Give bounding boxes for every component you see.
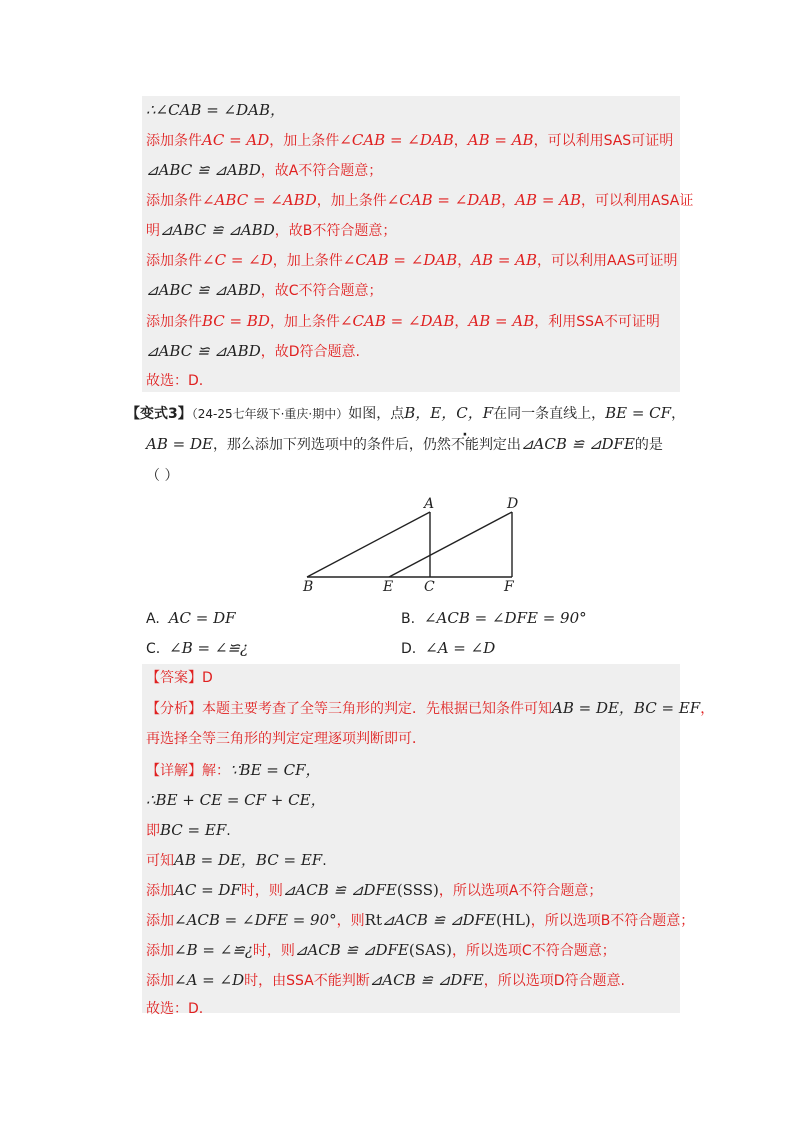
sol1-line-2: 添加条件AC = AD，加上条件∠CAB = ∠DAB，AB = AB，可以利用SAS可证明 [146,131,674,149]
line-ed [389,512,512,577]
sol1-line-9: ⊿ABC ≌ ⊿ABD，故D符合题意. [146,342,360,360]
detail-line-7: 添加∠B = ∠≌¿时，则⊿ACB ≌ ⊿DFE(SAS)，所以选项C不符合题意； [146,941,616,959]
sol1-line-6: 添加条件∠C = ∠D，加上条件∠CAB = ∠DAB，AB = AB，可以利用AAS可证明 [146,251,678,269]
sol1-line-10: 故选：D. [146,373,204,389]
sol1-line-7: ⊿ABC ≌ ⊿ABD，故C不符合题意； [146,281,383,299]
label-D: D [507,496,519,512]
detail-line-4: 可知AB = DE，BC = EF. [146,851,327,869]
line-ab [307,512,430,577]
answer-line: 【答案】D [146,670,213,686]
option-d[interactable]: D. ∠A = ∠D [401,639,496,657]
option-b[interactable]: B. ∠ACB = ∠DFE = 90° [401,609,587,627]
sol1-line-1: ∴∠CAB = ∠DAB， [146,101,285,119]
question-line-1: 【变式3】（24-25七年级下·重庆·期中）如图，点B，E，C，F在同一条直线上，BE = CF， [126,404,686,422]
label-C: C [424,579,435,595]
sol1-line-4: 添加条件∠ABC = ∠ABD，加上条件∠CAB = ∠DAB，AB = AB，可以利用ASA证 [146,191,694,209]
detail-line-1: 【详解】解：∵BE = CF， [146,761,321,779]
detail-line-5: 添加AC = DF时，则⊿ACB ≌ ⊿DFE(SSS)，所以选项A不符合题意； [146,881,603,899]
detail-line-8: 添加∠A = ∠D时，由SSA不能判断⊿ACB ≌ ⊿DFE，所以选项D符合题意. [146,971,625,989]
option-c[interactable]: C. ∠B = ∠≌¿ [146,639,249,657]
emphasis-dots: 不能 [450,437,479,453]
analysis-line-1: 【分析】本题主要考查了全等三角形的判定．先根据已知条件可知AB = DE，BC = EF， [146,699,715,717]
question-paren: （ ） [146,468,179,484]
sol1-line-3: ⊿ABC ≌ ⊿ABD，故A不符合题意； [146,161,383,179]
sol1-line-8: 添加条件BC = BD，加上条件∠CAB = ∠DAB，AB = AB，利用SSA不可证明 [146,312,660,330]
detail-line-3: 即BC = EF. [146,821,231,839]
sol1-line-5: 明⊿ABC ≌ ⊿ABD，故B不符合题意； [146,221,397,239]
analysis-line-2: 再选择全等三角形的判定定理逐项判断即可． [146,731,426,747]
label-F: F [504,579,514,595]
label-A: A [424,496,435,512]
detail-line-2: ∴BE + CE = CF + CE， [146,791,326,809]
detail-line-6: 添加∠ACB = ∠DFE = 90°，则Rt⊿ACB ≌ ⊿DFE(HL)，所以选项B不符合题意； [146,911,695,929]
label-E: E [383,579,394,595]
detail-line-9: 故选：D. [146,1001,204,1017]
option-a[interactable]: A. AC = DF [146,609,236,627]
label-B: B [303,579,314,595]
question-line-2: AB = DE，那么添加下列选项中的条件后，仍然不能判定出⊿ACB ≌ ⊿DFE的是 [146,435,663,453]
